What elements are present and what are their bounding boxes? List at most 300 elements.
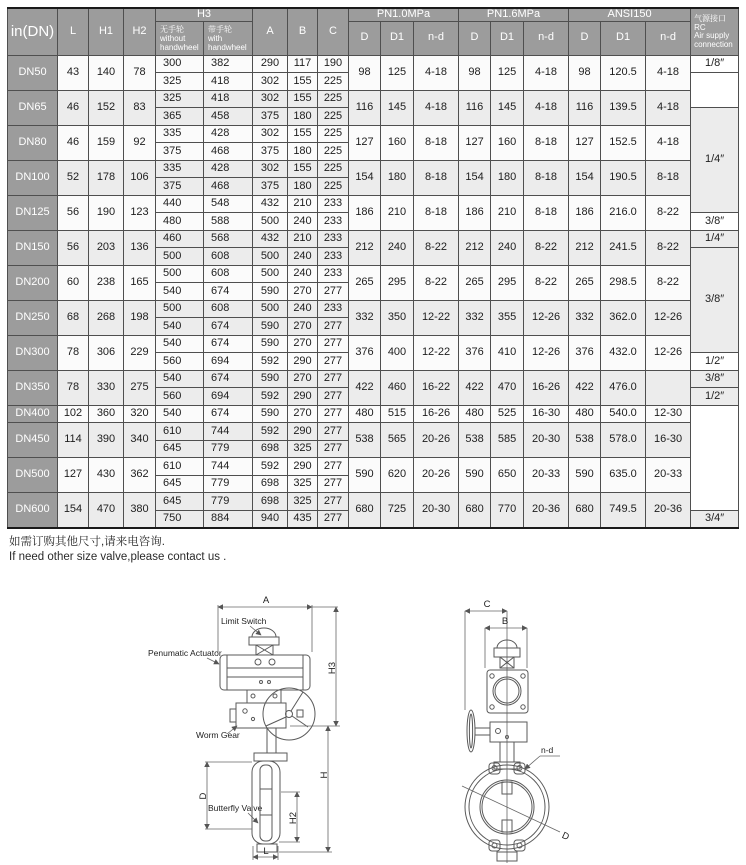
air-supply-en-2: connection (694, 39, 733, 49)
header-row-1 (8, 8, 739, 21)
h3-with-cn: 带手轮 (208, 25, 232, 35)
cell-pn10-d1: 565 (381, 423, 414, 458)
cell-c: 277 (318, 283, 349, 301)
cell-a: 500 (253, 248, 288, 266)
dim-c-label: C (483, 599, 491, 610)
cell-ansi-nd: 4-18 (646, 125, 691, 160)
cell-a: 698 (253, 493, 288, 511)
cell-pn10-nd: 8-18 (414, 160, 459, 195)
cell-ansi-nd: 12-26 (646, 300, 691, 335)
cell-h1: 140 (89, 55, 124, 90)
cell-b: 180 (288, 143, 318, 161)
cell-pn10-nd: 12-22 (414, 300, 459, 335)
cell-ansi-d1: 635.0 (601, 458, 646, 493)
table-row-dn400 (8, 405, 739, 423)
cell-h2: 275 (124, 370, 156, 405)
air-supply-rc: RC (694, 22, 706, 32)
dim-a-label: A (262, 595, 270, 606)
cell-h3-with: 674 (204, 335, 253, 353)
cell-h3-with: 428 (204, 125, 253, 143)
technical-drawings (0, 575, 746, 865)
cell-air-supply (691, 73, 739, 108)
cell-h3-without: 325 (156, 90, 204, 108)
cell-pn16-d: 116 (459, 90, 491, 125)
cell-a: 592 (253, 353, 288, 371)
table-row-dn600-1 (8, 493, 739, 511)
cell-l: 52 (58, 160, 89, 195)
cell-l: 154 (58, 493, 89, 528)
cell-pn16-nd: 20-36 (524, 493, 569, 528)
cell-pn10-d1: 180 (381, 160, 414, 195)
cell-b: 325 (288, 475, 318, 493)
cell-pn16-d1: 770 (491, 493, 524, 528)
cell-pn16-d: 127 (459, 125, 491, 160)
cell-ansi-nd: 12-26 (646, 335, 691, 370)
cell-ansi-d: 116 (569, 90, 601, 125)
cell-b: 270 (288, 370, 318, 388)
cell-a: 590 (253, 283, 288, 301)
row-label-dn: DN65 (8, 90, 58, 125)
dim-h2 (279, 792, 300, 842)
cell-h3-without: 325 (156, 73, 204, 91)
dim-nd (525, 745, 560, 769)
cell-h3-with: 428 (204, 160, 253, 178)
cell-l: 114 (58, 423, 89, 458)
cell-pn10-nd: 16-26 (414, 405, 459, 423)
cell-pn10-d1: 125 (381, 55, 414, 90)
cell-h3-without: 610 (156, 458, 204, 476)
cell-h3-with: 779 (204, 493, 253, 511)
table-row-dn100-1 (8, 160, 739, 178)
cell-b: 270 (288, 318, 318, 336)
cell-ansi-d1: 120.5 (601, 55, 646, 90)
cell-ansi-d1: 152.5 (601, 125, 646, 160)
cell-h3-with: 694 (204, 353, 253, 371)
air-supply-en-1: Air supply (694, 31, 730, 41)
cell-a: 375 (253, 143, 288, 161)
cell-pn10-nd: 8-22 (414, 265, 459, 300)
dim-b (485, 616, 527, 668)
cell-h3-with: 382 (204, 55, 253, 73)
table-row-dn50-1 (8, 55, 739, 73)
dim-c (465, 599, 507, 710)
cell-h2: 83 (124, 90, 156, 125)
cell-c: 277 (318, 405, 349, 423)
cell-h3-without: 500 (156, 300, 204, 318)
cell-a: 432 (253, 195, 288, 213)
valve-stem (267, 728, 276, 753)
cell-pn16-d1: 525 (491, 405, 524, 423)
col-header-b: B (288, 8, 318, 55)
valve-dimension-table (7, 7, 739, 529)
cell-a: 500 (253, 300, 288, 318)
cell-c: 233 (318, 213, 349, 231)
cell-pn16-d1: 210 (491, 195, 524, 230)
cell-h3-without: 540 (156, 370, 204, 388)
cell-h3-without: 300 (156, 55, 204, 73)
dim-d-label: D (198, 792, 209, 800)
cell-ansi-nd: 8-22 (646, 265, 691, 300)
cell-pn16-nd: 8-18 (524, 125, 569, 160)
cell-ansi-nd: 20-36 (646, 493, 691, 528)
cell-pn10-d: 590 (349, 458, 381, 493)
cell-h3-without: 480 (156, 213, 204, 231)
cell-pn10-d1: 240 (381, 230, 414, 265)
dim-h3-label: H3 (327, 661, 338, 675)
cell-b: 210 (288, 195, 318, 213)
dim-d-diagonal (462, 786, 571, 843)
cell-a: 375 (253, 178, 288, 196)
cell-h3-with: 418 (204, 90, 253, 108)
cell-b: 270 (288, 405, 318, 423)
row-label-dn: DN300 (8, 335, 58, 370)
cell-c: 225 (318, 90, 349, 108)
row-label-dn: DN150 (8, 230, 58, 265)
cell-ansi-d: 154 (569, 160, 601, 195)
cell-h3-without: 610 (156, 423, 204, 441)
dim-h (279, 726, 340, 852)
cell-h2: 198 (124, 300, 156, 335)
cell-b: 325 (288, 493, 318, 511)
cell-h3-with: 468 (204, 178, 253, 196)
cell-pn16-d: 332 (459, 300, 491, 335)
cell-pn10-d: 680 (349, 493, 381, 528)
cell-h3-with: 458 (204, 108, 253, 126)
cell-h1: 238 (89, 265, 124, 300)
cell-pn10-d1: 515 (381, 405, 414, 423)
cell-b: 325 (288, 440, 318, 458)
cell-b: 240 (288, 213, 318, 231)
cell-pn16-d1: 125 (491, 55, 524, 90)
cell-ansi-d: 590 (569, 458, 601, 493)
cell-pn10-d: 538 (349, 423, 381, 458)
cell-pn10-nd: 20-26 (414, 458, 459, 493)
cell-pn10-d: 376 (349, 335, 381, 370)
cell-h2: 106 (124, 160, 156, 195)
cell-c: 190 (318, 55, 349, 73)
cell-b: 155 (288, 73, 318, 91)
cell-b: 240 (288, 248, 318, 266)
cell-l: 56 (58, 230, 89, 265)
cell-h3-with: 674 (204, 405, 253, 423)
cell-ansi-nd (646, 370, 691, 405)
col-header-pn10-nd: n-d (414, 21, 459, 55)
cell-l: 56 (58, 195, 89, 230)
cell-a: 590 (253, 318, 288, 336)
cell-air-supply: 1/2″ (691, 353, 739, 371)
table-row-dn500-1 (8, 458, 739, 476)
cell-b: 240 (288, 300, 318, 318)
row-label-dn: DN50 (8, 55, 58, 90)
h3-with-en-2: handwheel (208, 43, 247, 53)
cell-ansi-nd: 8-22 (646, 230, 691, 265)
col-header-h1: H1 (89, 8, 124, 55)
col-header-h2: H2 (124, 8, 156, 55)
cell-pn16-d: 680 (459, 493, 491, 528)
cell-pn10-d1: 400 (381, 335, 414, 370)
row-label-dn: DN100 (8, 160, 58, 195)
cell-ansi-d1: 190.5 (601, 160, 646, 195)
cell-c: 225 (318, 143, 349, 161)
handwheel (263, 688, 315, 740)
cell-ansi-d1: 139.5 (601, 90, 646, 125)
cell-pn16-nd: 20-30 (524, 423, 569, 458)
cell-pn10-d1: 145 (381, 90, 414, 125)
cell-a: 698 (253, 440, 288, 458)
cell-b: 240 (288, 265, 318, 283)
row-label-dn: DN600 (8, 493, 58, 528)
table-row-dn65-1 (8, 90, 739, 108)
cell-pn16-d1: 240 (491, 230, 524, 265)
cell-h2: 340 (124, 423, 156, 458)
cell-c: 277 (318, 423, 349, 441)
cell-b: 270 (288, 283, 318, 301)
right-valve-drawing (462, 599, 571, 863)
col-header-dn: in(DN) (8, 8, 58, 55)
cell-a: 290 (253, 55, 288, 73)
cell-ansi-nd: 4-18 (646, 55, 691, 90)
h3-without-en-2: handwheel (160, 43, 199, 53)
cell-ansi-d1: 749.5 (601, 493, 646, 528)
cell-pn10-nd: 12-22 (414, 335, 459, 370)
cell-h2: 229 (124, 335, 156, 370)
cell-h3-without: 750 (156, 510, 204, 528)
footnote-chinese: 如需订购其他尺寸,请来电咨询. (9, 536, 165, 548)
cell-c: 233 (318, 300, 349, 318)
cell-ansi-d: 332 (569, 300, 601, 335)
col-header-c: C (318, 8, 349, 55)
cell-pn16-d1: 470 (491, 370, 524, 405)
cell-pn10-nd: 4-18 (414, 55, 459, 90)
cell-h2: 362 (124, 458, 156, 493)
cell-pn10-d1: 620 (381, 458, 414, 493)
cell-b: 155 (288, 125, 318, 143)
dim-h-label: H (319, 771, 330, 779)
cell-h3-with: 674 (204, 283, 253, 301)
cell-h1: 360 (89, 405, 124, 423)
limit-switch-label: Limit Switch (221, 616, 267, 626)
dim-b-label: B (501, 616, 509, 627)
cell-h2: 136 (124, 230, 156, 265)
cell-l: 78 (58, 370, 89, 405)
cell-ansi-d1: 298.5 (601, 265, 646, 300)
cell-b: 435 (288, 510, 318, 528)
cell-pn10-nd: 4-18 (414, 90, 459, 125)
col-header-h3-without (156, 21, 204, 55)
cell-ansi-nd: 20-33 (646, 458, 691, 493)
cell-h3-without: 645 (156, 475, 204, 493)
col-header-l: L (58, 8, 89, 55)
cell-pn16-d1: 585 (491, 423, 524, 458)
cell-h3-without: 540 (156, 335, 204, 353)
cell-a: 590 (253, 335, 288, 353)
table-row-dn150-1 (8, 230, 739, 248)
cell-h3-without: 500 (156, 265, 204, 283)
cell-pn10-nd: 8-18 (414, 195, 459, 230)
cell-h1: 152 (89, 90, 124, 125)
cell-c: 277 (318, 388, 349, 406)
row-label-dn: DN450 (8, 423, 58, 458)
cell-pn16-d: 154 (459, 160, 491, 195)
cell-h3-with: 608 (204, 265, 253, 283)
cell-pn10-d: 332 (349, 300, 381, 335)
cell-b: 155 (288, 90, 318, 108)
cell-air-supply: 1/8″ (691, 55, 739, 73)
table-row-dn450-1 (8, 423, 739, 441)
cell-h3-with: 568 (204, 230, 253, 248)
cell-pn10-d: 98 (349, 55, 381, 90)
cell-pn16-d1: 160 (491, 125, 524, 160)
cell-c: 225 (318, 178, 349, 196)
row-label-dn: DN400 (8, 405, 58, 423)
cell-h1: 178 (89, 160, 124, 195)
cell-ansi-nd: 8-18 (646, 160, 691, 195)
cell-a: 302 (253, 125, 288, 143)
cell-ansi-d1: 362.0 (601, 300, 646, 335)
cell-h3-without: 460 (156, 230, 204, 248)
cell-ansi-d: 265 (569, 265, 601, 300)
cell-h3-with: 588 (204, 213, 253, 231)
cell-l: 68 (58, 300, 89, 335)
cell-h2: 380 (124, 493, 156, 528)
cell-pn16-d1: 650 (491, 458, 524, 493)
cell-a: 302 (253, 73, 288, 91)
cell-air-supply (691, 405, 739, 510)
cell-pn10-nd: 8-18 (414, 125, 459, 160)
cell-pn16-d: 212 (459, 230, 491, 265)
cell-a: 592 (253, 423, 288, 441)
dim-h3 (327, 607, 338, 726)
col-header-ansi-d: D (569, 21, 601, 55)
row-label-dn: DN250 (8, 300, 58, 335)
col-header-pn16-d1: D1 (491, 21, 524, 55)
cell-h3-without: 540 (156, 283, 204, 301)
cell-h1: 390 (89, 423, 124, 458)
cell-pn10-d1: 460 (381, 370, 414, 405)
cell-b: 180 (288, 178, 318, 196)
cell-b: 290 (288, 423, 318, 441)
cell-a: 302 (253, 160, 288, 178)
cell-h3-without: 375 (156, 178, 204, 196)
cell-h3-with: 608 (204, 300, 253, 318)
cell-h3-with: 468 (204, 143, 253, 161)
table-row-dn80-1 (8, 125, 739, 143)
cell-pn16-nd: 4-18 (524, 55, 569, 90)
cell-pn16-d: 422 (459, 370, 491, 405)
col-header-pn10: PN1.0MPa (349, 8, 459, 21)
air-supply-cn: 气源接口 (694, 14, 727, 24)
cell-pn16-nd: 8-22 (524, 230, 569, 265)
cell-pn16-nd: 8-22 (524, 265, 569, 300)
col-header-h3: H3 (156, 8, 253, 21)
cell-a: 592 (253, 458, 288, 476)
cell-pn16-d1: 410 (491, 335, 524, 370)
cell-h3-without: 365 (156, 108, 204, 126)
cell-a: 432 (253, 230, 288, 248)
cell-h3-without: 645 (156, 493, 204, 511)
worm-gear-side (490, 722, 527, 742)
dim-nd-label: n-d (541, 745, 554, 755)
cell-h3-with: 548 (204, 195, 253, 213)
cell-h2: 123 (124, 195, 156, 230)
cell-pn10-nd: 20-26 (414, 423, 459, 458)
cell-air-supply: 3/8″ (691, 213, 739, 231)
actuator-face (487, 670, 528, 713)
cell-air-supply: 1/4″ (691, 230, 739, 248)
cell-l: 78 (58, 335, 89, 370)
cell-h2: 165 (124, 265, 156, 300)
cell-c: 277 (318, 475, 349, 493)
cell-pn16-nd: 12-26 (524, 335, 569, 370)
table-row-dn300-1 (8, 335, 739, 353)
cell-c: 277 (318, 353, 349, 371)
cell-c: 277 (318, 493, 349, 511)
cell-air-supply: 3/4″ (691, 510, 739, 528)
cell-h3-with: 744 (204, 423, 253, 441)
cell-pn16-d1: 295 (491, 265, 524, 300)
cell-pn16-nd: 8-18 (524, 195, 569, 230)
cell-b: 155 (288, 160, 318, 178)
footnote-english: If need other size valve,please contact us . (9, 551, 227, 563)
cell-h1: 430 (89, 458, 124, 493)
col-header-pn16: PN1.6MPa (459, 8, 569, 21)
cell-l: 43 (58, 55, 89, 90)
cell-ansi-d: 186 (569, 195, 601, 230)
cell-h1: 203 (89, 230, 124, 265)
col-header-pn16-d: D (459, 21, 491, 55)
cell-pn16-nd: 16-30 (524, 405, 569, 423)
cell-pn10-nd: 16-22 (414, 370, 459, 405)
cell-pn16-nd: 8-18 (524, 160, 569, 195)
cell-a: 940 (253, 510, 288, 528)
table-row-dn250-1 (8, 300, 739, 318)
cell-b: 290 (288, 458, 318, 476)
col-header-pn16-nd: n-d (524, 21, 569, 55)
row-label-dn: DN350 (8, 370, 58, 405)
cell-h1: 470 (89, 493, 124, 528)
cell-ansi-d1: 241.5 (601, 230, 646, 265)
cell-h3-with: 674 (204, 318, 253, 336)
cell-c: 277 (318, 440, 349, 458)
cell-ansi-d: 376 (569, 335, 601, 370)
cell-pn10-d1: 350 (381, 300, 414, 335)
cell-ansi-nd: 16-30 (646, 423, 691, 458)
h3-without-cn: 无手轮 (160, 25, 184, 35)
pneumatic-actuator (148, 648, 310, 690)
cell-air-supply: 3/8″ (691, 370, 739, 388)
butterfly-valve-body (208, 753, 287, 852)
cell-pn10-d1: 295 (381, 265, 414, 300)
cell-h3-with: 884 (204, 510, 253, 528)
cell-h1: 159 (89, 125, 124, 160)
cell-ansi-nd: 8-22 (646, 195, 691, 230)
col-header-ansi-nd: n-d (646, 21, 691, 55)
cell-h1: 306 (89, 335, 124, 370)
h3-with-en-1: with (208, 34, 223, 44)
cell-c: 277 (318, 510, 349, 528)
cell-pn10-d: 265 (349, 265, 381, 300)
limit-switch (221, 616, 279, 655)
cell-pn16-d: 98 (459, 55, 491, 90)
cell-pn10-d: 127 (349, 125, 381, 160)
cell-ansi-d: 127 (569, 125, 601, 160)
cell-pn10-d: 480 (349, 405, 381, 423)
h3-without-en-1: without (160, 34, 186, 44)
cell-ansi-d1: 216.0 (601, 195, 646, 230)
cell-ansi-d: 538 (569, 423, 601, 458)
cell-h3-with: 674 (204, 370, 253, 388)
cell-air-supply: 1/4″ (691, 108, 739, 213)
